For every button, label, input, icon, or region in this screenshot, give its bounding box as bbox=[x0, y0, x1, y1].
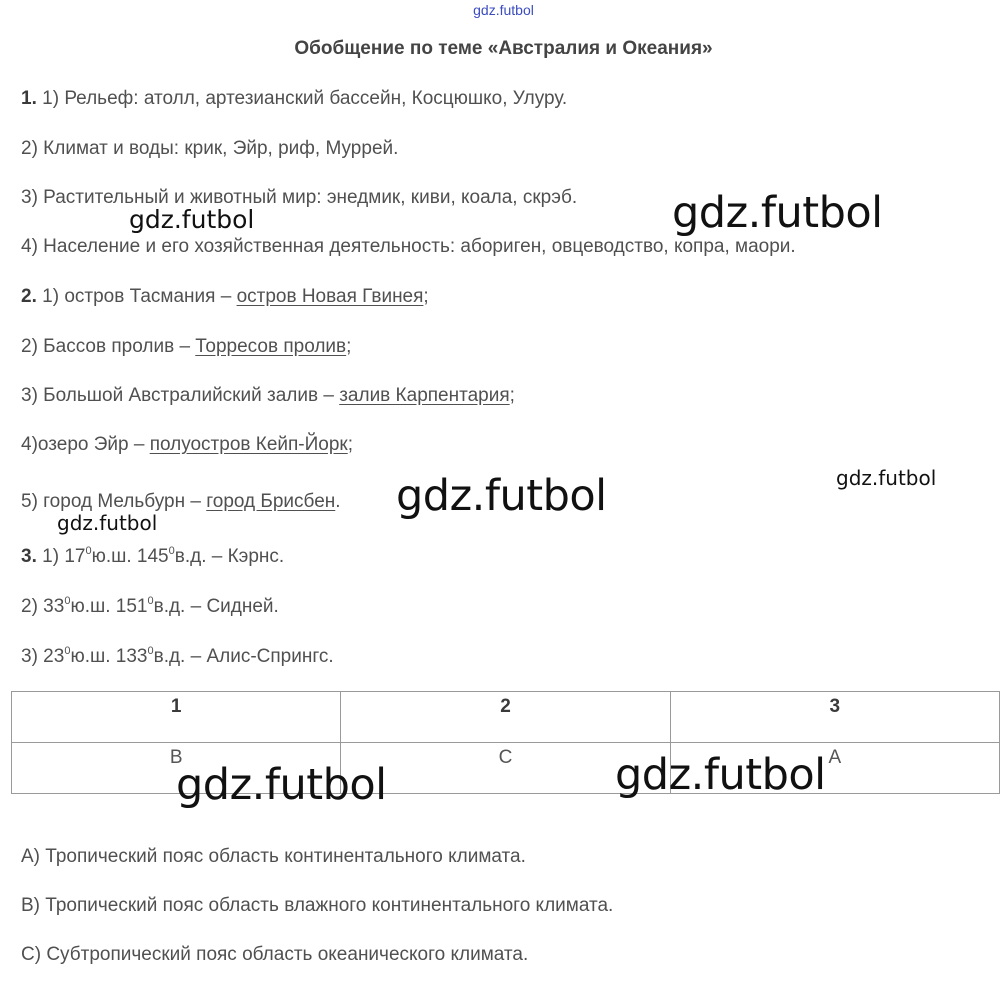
s2-suffix-1: ; bbox=[423, 286, 429, 307]
s3-lat-3: ю.ш. 133 bbox=[70, 646, 148, 667]
s2-prefix-3: 3) Большой Австралийский залив – bbox=[21, 385, 340, 406]
table-cell: С bbox=[341, 743, 670, 794]
watermark: gdz.futbol bbox=[672, 188, 883, 238]
s2-line-5 bbox=[21, 491, 341, 513]
watermark: gdz.futbol bbox=[129, 205, 255, 234]
s1-line-2: 2) Климат и воды: крик, Эйр, риф, Муррей. bbox=[21, 138, 399, 159]
degree-mark: 0 bbox=[147, 645, 154, 657]
s1-line-3: 3) Растительный и животный мир: энедмик, киви, коала, скрэб. bbox=[21, 187, 578, 208]
table-header-cell: 1 bbox=[12, 692, 341, 743]
answer-table bbox=[11, 691, 1000, 794]
s3-line-2 bbox=[21, 596, 279, 618]
watermark: gdz.futbol bbox=[836, 466, 937, 490]
s2-suffix-4: ; bbox=[347, 434, 354, 455]
s3-lat-2: ю.ш. 151 bbox=[70, 596, 148, 617]
s3-tail-1: в.д. – Кэрнс. bbox=[174, 546, 285, 567]
watermark: gdz.futbol bbox=[57, 511, 158, 535]
table-header-cell: 2 bbox=[341, 692, 670, 743]
s2-suffix-5: . bbox=[335, 491, 341, 512]
s3-number: 3. bbox=[21, 546, 37, 567]
s2-line-2 bbox=[21, 336, 351, 358]
watermark: gdz.futbol bbox=[615, 750, 826, 800]
s1-line-4: 4) Население и его хозяйственная деятельность: абориген, овцеводство, копра, маори. bbox=[21, 236, 796, 257]
s2-prefix-2: 2) Бассов пролив – bbox=[21, 336, 196, 357]
watermark: gdz.futbol bbox=[396, 471, 607, 521]
s1-number: 1. bbox=[21, 88, 37, 109]
s2-line-3 bbox=[21, 385, 515, 407]
s2-answer-1: остров Новая Гвинея bbox=[236, 286, 424, 307]
s2-prefix-5: 5) город Мельбурн – bbox=[21, 491, 207, 512]
table-header-row bbox=[12, 692, 1000, 743]
s1-line-1 bbox=[21, 88, 567, 110]
s3-lead-1: 1) 17 bbox=[42, 546, 86, 567]
table-cell: А bbox=[670, 743, 999, 794]
s1-text-1: 1) Рельеф: атолл, артезианский бассейн, Косцюшко, Улуру. bbox=[42, 88, 568, 109]
degree-mark: 0 bbox=[85, 545, 92, 557]
degree-mark: 0 bbox=[64, 645, 71, 657]
s3-lead-2: 2) 33 bbox=[21, 596, 65, 617]
s3-tail-3: в.д. – Алис-Спрингс. bbox=[153, 646, 334, 667]
degree-mark: 0 bbox=[168, 545, 175, 557]
s2-number: 2. bbox=[21, 286, 37, 307]
s3-line-1 bbox=[21, 546, 284, 568]
table-cell: В bbox=[12, 743, 341, 794]
s2-suffix-2: ; bbox=[346, 336, 352, 357]
s2-answer-2: Торресов пролив bbox=[195, 336, 347, 357]
s2-line-1 bbox=[21, 286, 429, 308]
s2-answer-3: залив Карпентария bbox=[339, 385, 510, 406]
answer-a: А) Тропический пояс область континентального климата. bbox=[21, 846, 526, 867]
s3-lat-1: ю.ш. 145 bbox=[91, 546, 169, 567]
answer-c: С) Субтропический пояс область океанического климата. bbox=[21, 944, 529, 965]
s2-prefix-4: 4)озеро Эйр – bbox=[21, 434, 150, 455]
s2-prefix-1: 1) остров Тасмания – bbox=[42, 286, 237, 307]
page-title: Обобщение по теме «Австралия и Океания» bbox=[294, 38, 713, 59]
s2-line-4 bbox=[21, 434, 353, 456]
answer-b: В) Тропический пояс область влажного континентального климата. bbox=[21, 895, 614, 916]
watermark: gdz.futbol bbox=[176, 760, 387, 810]
table-header-cell: 3 bbox=[670, 692, 999, 743]
s2-answer-4: полуостров Кейп-Йорк bbox=[149, 434, 348, 455]
degree-mark: 0 bbox=[147, 595, 154, 607]
s3-tail-2: в.д. – Сидней. bbox=[153, 596, 279, 617]
degree-mark: 0 bbox=[64, 595, 71, 607]
s3-lead-3: 3) 23 bbox=[21, 646, 65, 667]
s2-answer-5: город Брисбен bbox=[206, 491, 336, 512]
table-row bbox=[12, 743, 1000, 794]
s3-line-3 bbox=[21, 646, 334, 668]
s2-suffix-3: ; bbox=[509, 385, 515, 406]
top-watermark: gdz.futbol bbox=[473, 2, 534, 18]
